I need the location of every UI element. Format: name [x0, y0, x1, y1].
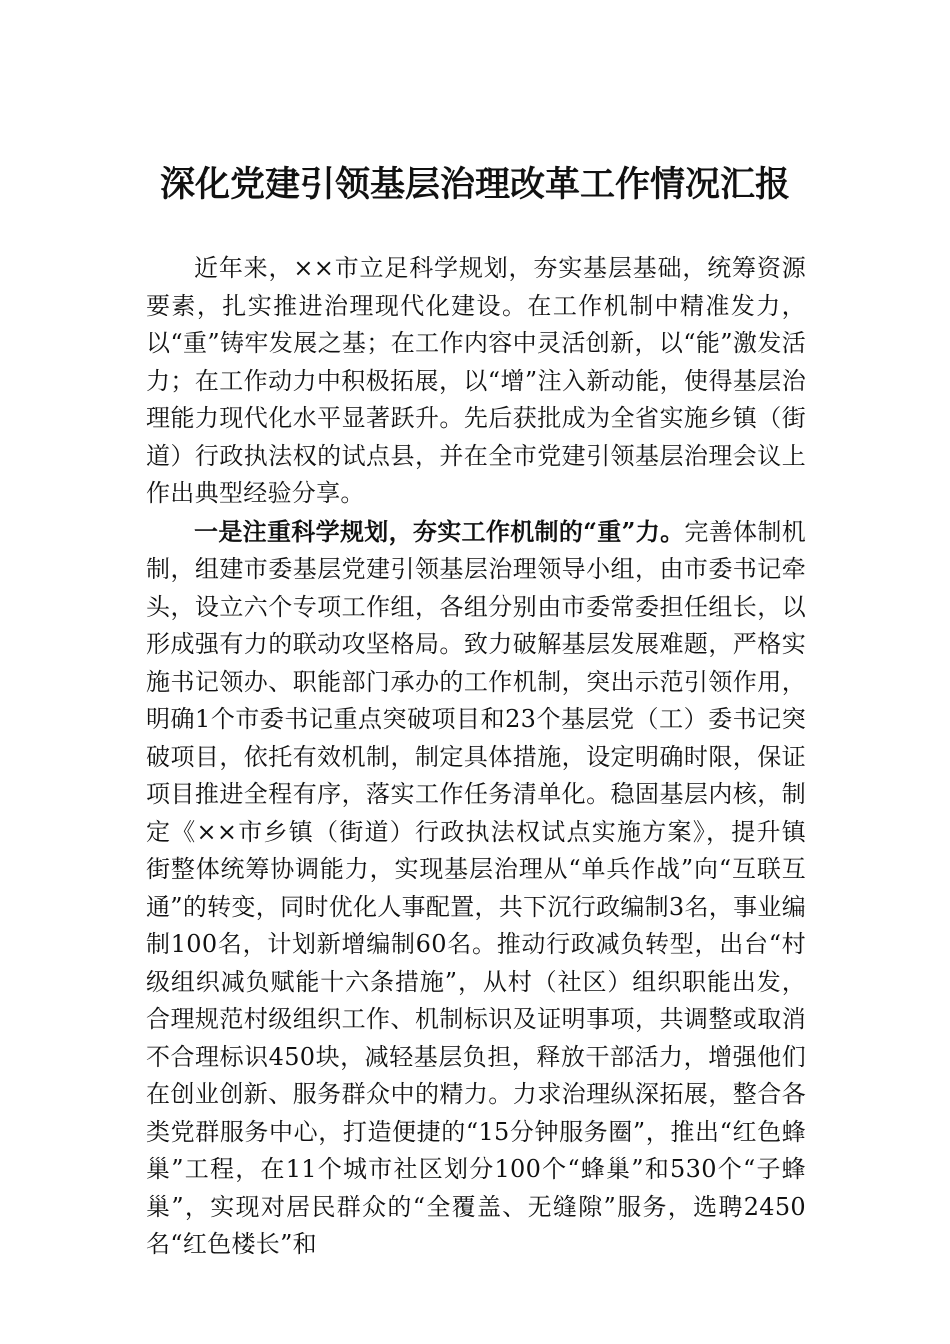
document-title: 深化党建引领基层治理改革工作情况汇报 — [159, 164, 790, 205]
paragraph-intro — [146, 250, 806, 513]
paragraph-lead-heading: 一是注重科学规划，夯实工作机制的“重”力。 — [194, 516, 685, 546]
paragraph-text: 完善体制机制，组建市委基层党建引领基层治理领导小组，由市委书记牵头，设立六个专项工作组，各组分别由市委常委担任组长，以形成强有力的联动攻坚格局。致力破解基层发展难题，严格实施书记领办、职能部门承办的工作机制，突出示范引领作用，明确1个市委书记重点突破项目和23个基层党（工）委书记突破项目，依托有效机制，制定具体措施，设定明确时限，保证项目推进全程有序，落实工作任务清单化。稳固基层内核，制定《××市乡镇（街道）行政执法权试点实施方案》，提升镇街整体统筹协调能力，实现基层治理从“单兵作战”向“互联互通”的转变，同时优化人事配置，共下沉行政编制3名，事业编制100名，计划新增编制60名。推动行政减负转型，出台“村级组织减负赋能十六条措施”，从村（社区）组织职能出发，合理规范村级组织工作、机制标识及证明事项，共调整或取消不合理标识450块，减轻基层负担，释放干部活力，增强他们在创业创新、服务群众中的精力。力求治理纵深拓展，整合各类党群服务中心，打造便捷的“15分钟服务圈”，推出“红色蜂巢”工程，在11个城市社区划分100个“蜂巢”和530个“子蜂巢”，实现对居民群众的“全覆盖、无缝隙”服务，选聘2450名“红色楼长”和 — [146, 517, 806, 1258]
document-body — [146, 250, 806, 1264]
paragraph-point-one — [146, 513, 806, 1264]
paragraph-text: 近年来，××市立足科学规划，夯实基层基础，统筹资源要素，扎实推进治理现代化建设。在工作机制中精准发力，以“重”铸牢发展之基；在工作内容中灵活创新，以“能”激发活力；在工作动力中积极拓展，以“增”注入新动能，使得基层治理能力现代化水平显著跃升。先后获批成为全省实施乡镇（街道）行政执法权的试点县，并在全市党建引领基层治理会议上作出典型经验分享。 — [146, 254, 806, 507]
